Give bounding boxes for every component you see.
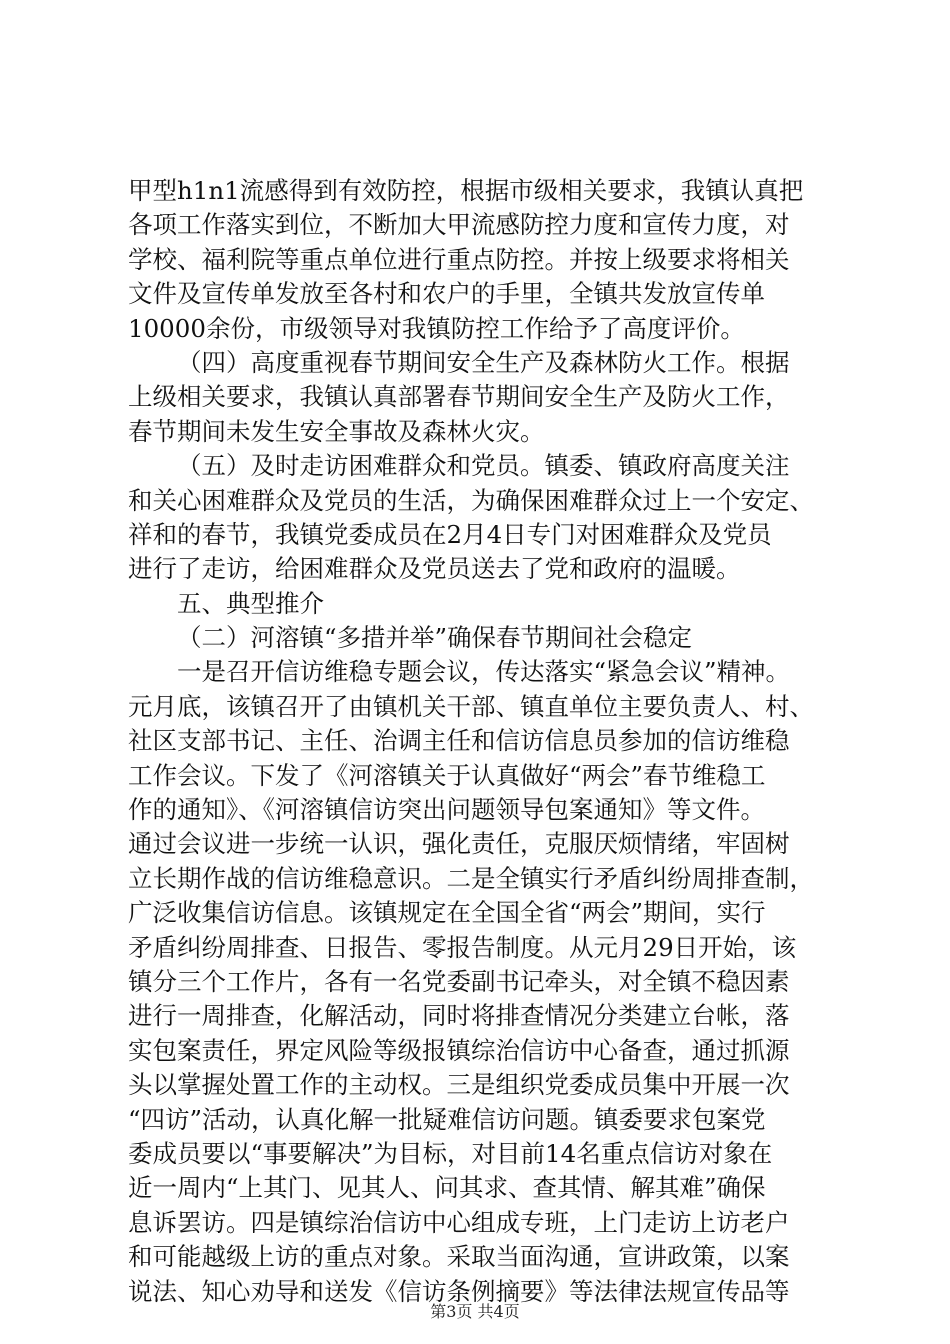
text-line: 学校、福利院等重点单位进行重点防控。并按上级要求将相关	[128, 244, 790, 274]
text-line: 社区支部书记、主任、治调主任和信访信息员参加的信访维稳	[128, 726, 790, 756]
text-line: 和可能越级上访的重点对象。采取当面沟通，宣讲政策，以案	[128, 1242, 790, 1272]
text-line: 委成员要以“事要解决”为目标，对目前14名重点信访对象在	[128, 1138, 773, 1168]
text-line: 矛盾纠纷周排查、日报告、零报告制度。从元月29日开始，该	[128, 932, 797, 962]
text-line: 祥和的春节，我镇党委成员在2月4日专门对困难群众及党员	[128, 519, 772, 549]
text-line: 镇分三个工作片，各有一名党委副书记牵头，对全镇不稳因素	[128, 966, 790, 996]
text-line: 广泛收集信访信息。该镇规定在全国全省“两会”期间，实行	[128, 898, 766, 928]
text-line: 甲型h1n1流感得到有效防控，根据市级相关要求，我镇认真把	[128, 176, 804, 205]
text-line: 头以掌握处置工作的主动权。三是组织党委成员集中开展一次	[128, 1070, 790, 1100]
text-line: 10000余份，市级领导对我镇防控工作给予了高度评价。	[128, 313, 745, 343]
text-line: 春节期间未发生安全事故及森林火灾。	[128, 416, 545, 446]
text-line: 文件及宣传单发放至各村和农户的手里，全镇共发放宣传单	[128, 279, 765, 309]
text-line: 进行了走访，给困难群众及党员送去了党和政府的温暖。	[128, 554, 741, 584]
text-line: 近一周内“上其门、见其人、问其求、查其情、解其难”确保	[128, 1173, 766, 1203]
text-line: 说法、知心劝导和送发《信访条例摘要》等法律法规宣传品等	[128, 1276, 790, 1306]
text-line: 息诉罢访。四是镇综治信访中心组成专班，上门走访上访老户	[128, 1207, 790, 1237]
text-line: 和关心困难群众及党员的生活，为确保困难群众过上一个安定、	[128, 485, 814, 515]
paragraph-heading-4: （四）高度重视春节期间安全生产及森林防火工作。根据	[177, 347, 790, 377]
text-line: 上级相关要求，我镇认真部署春节期间安全生产及防火工作，	[128, 382, 790, 412]
text-line: 元月底，该镇召开了由镇机关干部、镇直单位主要负责人、村、	[128, 691, 814, 721]
text-line: 立长期作战的信访维稳意识。二是全镇实行矛盾纠纷周排查制，	[128, 863, 814, 893]
section-heading: 五、典型推介	[177, 588, 324, 618]
text-line: 通过会议进一步统一认识，强化责任，克服厌烦情绪，牢固树	[128, 829, 790, 859]
body-text	[128, 174, 840, 1309]
text-line: “四访”活动，认真化解一批疑难信访问题。镇委要求包案党	[128, 1104, 766, 1134]
page-footer: 第3页 共4页	[430, 1302, 520, 1321]
text-line: 进行一周排查，化解活动，同时将排查情况分类建立台帐，落	[128, 1001, 790, 1031]
text-line: 工作会议。下发了《河溶镇关于认真做好“两会”春节维稳工	[128, 760, 766, 790]
text-line: 作的通知》、《河溶镇信访突出问题领导包案通知》等文件。	[128, 795, 765, 825]
paragraph-heading-5: （五）及时走访困难群众和党员。镇委、镇政府高度关注	[177, 451, 790, 481]
subsection-heading: （二）河溶镇“多措并举”确保春节期间社会稳定	[177, 623, 693, 653]
paragraph-start: 一是召开信访维稳专题会议，传达落实“紧急会议”精神。	[177, 657, 791, 687]
text-line: 各项工作落实到位，不断加大甲流感防控力度和宣传力度，对	[128, 210, 790, 240]
text-line: 实包案责任，界定风险等级报镇综治信访中心备查，通过抓源	[128, 1035, 790, 1065]
